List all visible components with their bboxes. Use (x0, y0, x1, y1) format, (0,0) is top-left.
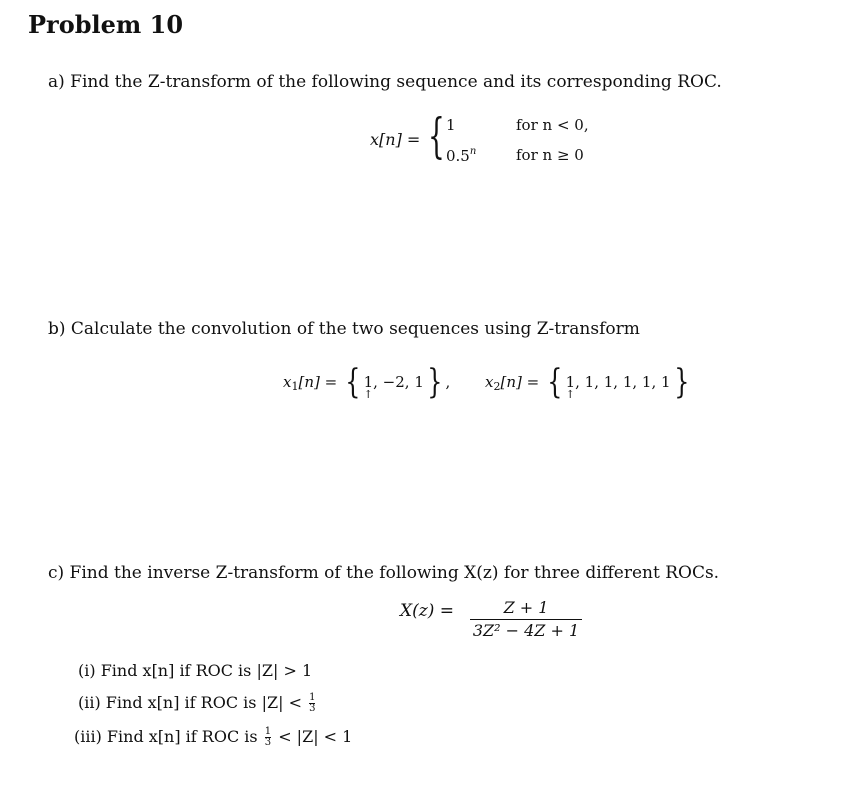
case2-base: 0.5 (446, 147, 470, 165)
left-brace-icon: { (428, 108, 445, 164)
case1-condition: for n < 0, (516, 116, 589, 134)
transfer-function-fraction (470, 598, 582, 640)
open-brace-icon: { (345, 362, 361, 402)
case2-exponent: n (469, 146, 477, 157)
x2-origin (565, 373, 576, 401)
frac-den: 3 (309, 703, 316, 714)
frac-den: 3 (264, 737, 272, 748)
seq-separator: , (445, 373, 451, 391)
case2-value (446, 146, 476, 165)
fraction-numerator: Z + 1 (503, 598, 549, 617)
part-b-question: b) Calculate the convolution of the two sequences using Z-transform (48, 319, 640, 339)
roc-item-2-text: (ii) Find x[n] if ROC is |Z| < (78, 693, 302, 712)
x1-origin (363, 373, 374, 401)
sequence-x2 (485, 362, 692, 402)
x1-sub: 1 (291, 380, 299, 393)
roc-item-2 (78, 693, 317, 714)
close-brace-icon: } (427, 362, 443, 402)
part-a-question: a) Find the Z-transform of the following sequence and its corresponding ROC. (48, 72, 722, 92)
roc-item-3-range: < |Z| < 1 (278, 727, 353, 746)
one-third-fraction (309, 693, 315, 714)
problem-title: Problem 10 (28, 10, 184, 39)
close-brace-icon: } (673, 362, 689, 402)
x1-var: x (283, 373, 292, 391)
frac-num: 1 (264, 726, 272, 737)
piecewise-lhs: x[n] = (370, 130, 421, 149)
case1-value: 1 (446, 116, 456, 134)
open-brace-icon: { (547, 362, 563, 402)
case2-condition: for n ≥ 0 (516, 146, 584, 164)
roc-item-1: (i) Find x[n] if ROC is |Z| > 1 (78, 661, 313, 680)
x2-sub: 2 (493, 380, 501, 393)
x2-first: 1 (565, 373, 576, 391)
x2-values: , 1, 1, 1, 1, 1 (575, 373, 671, 391)
frac-num: 1 (309, 692, 316, 703)
roc-item-3-text: (iii) Find x[n] if ROC is (74, 727, 258, 746)
x2-var: x (485, 373, 494, 391)
transfer-function-lhs: X(z) = (400, 601, 454, 621)
roc-item-3 (74, 727, 352, 748)
x1-rest: [n] = (298, 373, 338, 391)
one-third-fraction (265, 727, 271, 748)
sequence-x1 (283, 362, 450, 402)
up-arrow-icon: ↑ (363, 388, 373, 401)
fraction-denominator: 3Z² − 4Z + 1 (472, 621, 580, 640)
x1-first: 1 (363, 373, 374, 391)
x1-values: , −2, 1 (373, 373, 424, 391)
part-c-question: c) Find the inverse Z-transform of the following X(z) for three different ROCs. (48, 563, 720, 583)
x2-rest: [n] = (500, 373, 540, 391)
up-arrow-icon: ↑ (565, 388, 575, 401)
